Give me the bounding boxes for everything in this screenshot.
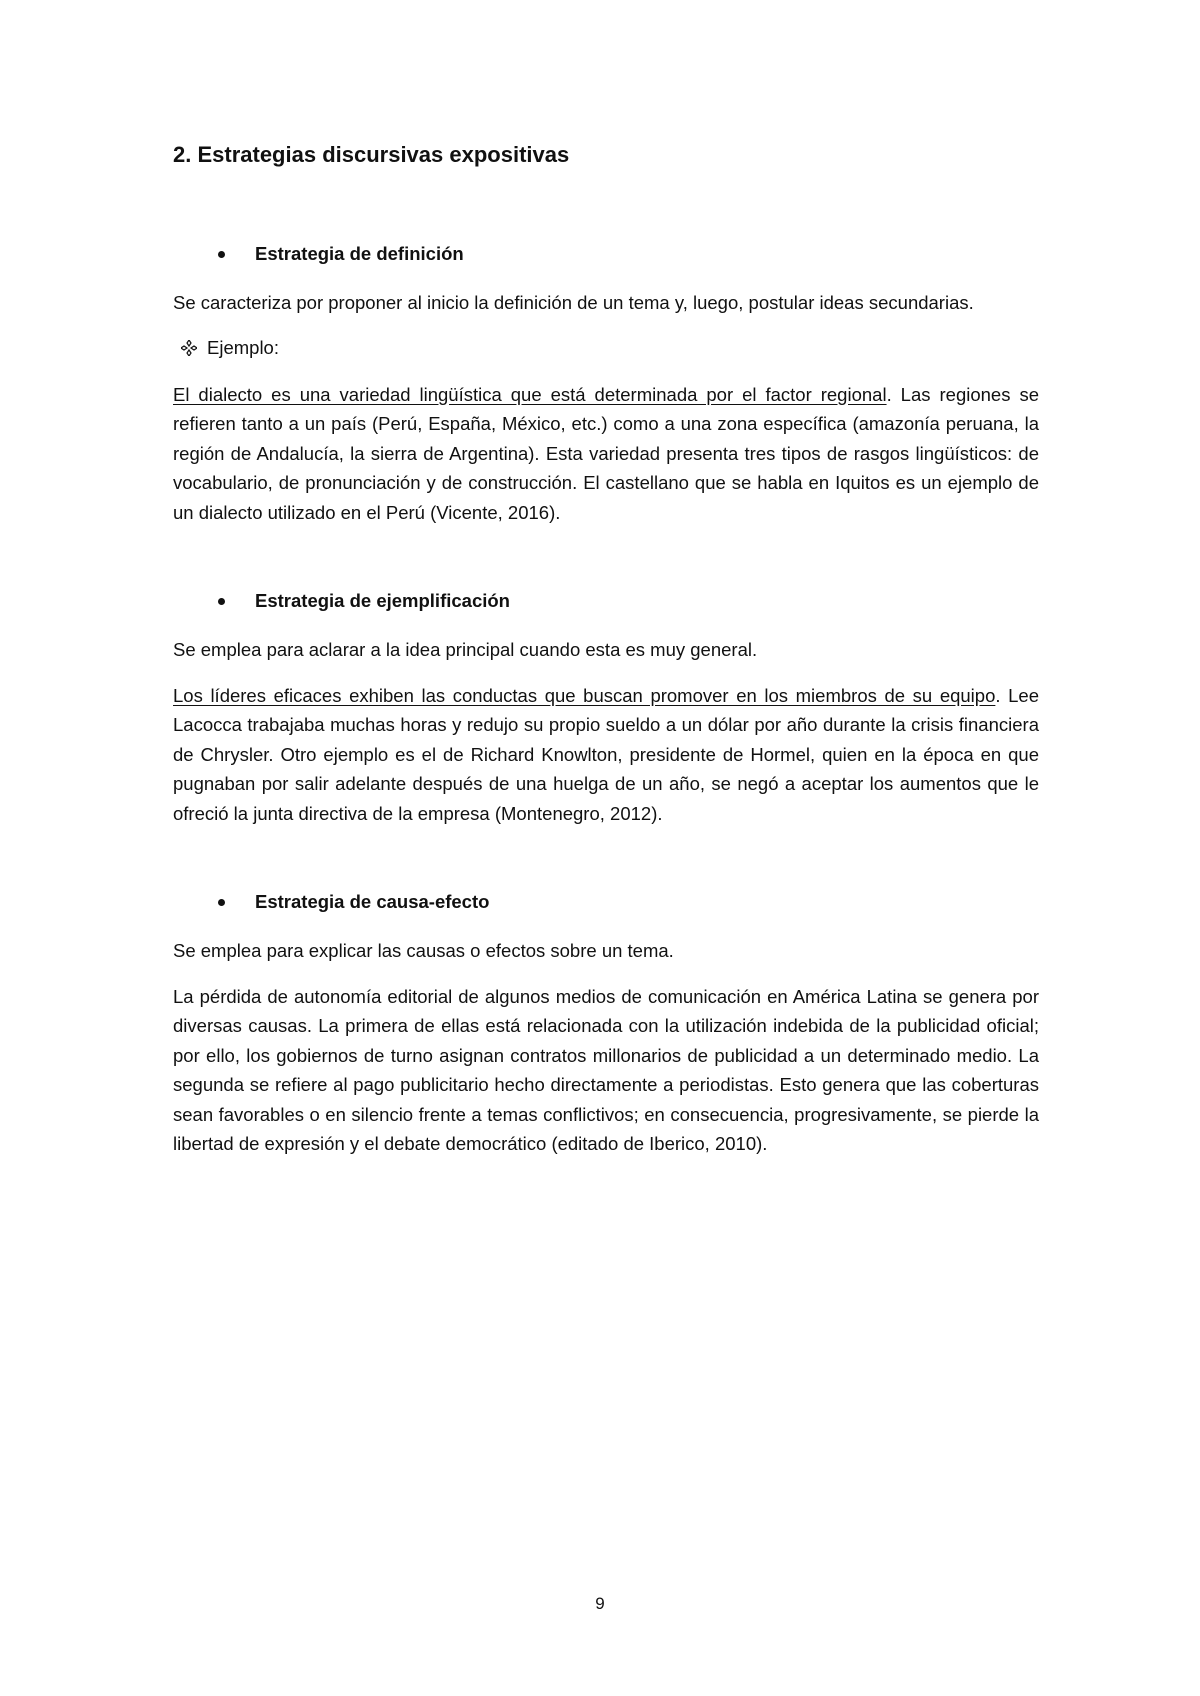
section-title: 2. Estrategias discursivas expositivas [173, 142, 570, 167]
heading-causa-efecto-label: Estrategia de causa-efecto [255, 891, 490, 912]
ejemplificacion-example [173, 681, 1039, 829]
ejemplificacion-example-body: . Lee Lacocca trabajaba muchas horas y redujo su propio sueldo a un dólar por año durante la crisis financiera de Chrysler. Otro ejemplo es el de Richard Knowlton, presidente de Hormel, quien en la época en que pugnaban por salir adelante después de una huelga de un año, se negó a aceptar los aumentos que le ofreció la junta directiva de la empresa (Montenegro, 2012). [173, 684, 1039, 824]
ejemplificacion-description: Se emplea para aclarar a la idea principal cuando esta es muy general. [173, 639, 758, 660]
definicion-example [173, 380, 1039, 528]
four-diamond-bullet-icon [181, 340, 197, 356]
heading-ejemplificacion-label: Estrategia de ejemplificación [255, 590, 510, 611]
heading-definicion [173, 240, 1039, 268]
page-number: 9 [595, 1594, 605, 1613]
heading-causa-efecto [173, 888, 1039, 916]
page-content [173, 140, 1039, 1159]
definicion-example-thesis: El dialecto es una variedad lingüística que está determinada por el factor regional [173, 383, 887, 405]
bullet-icon [218, 598, 225, 605]
bullet-icon [218, 899, 225, 906]
definicion-example-body: . Las regiones se refieren tanto a un país (Perú, España, México, etc.) como a una zona específica (amazonía peruana, la región de Andalucía, la sierra de Argentina). Esta variedad presenta tres tipos de rasgos lingüísticos: de vocabulario, de pronunciación y de construcción. El castellano que se habla en Iquitos es un ejemplo de un dialecto utilizado en el Perú (Vicente, 2016). [173, 383, 1039, 523]
example-label: Ejemplo: [207, 336, 279, 358]
heading-definicion-label: Estrategia de definición [255, 243, 464, 264]
example-label-row [173, 334, 1039, 362]
causa-efecto-description: Se emplea para explicar las causas o efectos sobre un tema. [173, 940, 674, 961]
causa-efecto-example: La pérdida de autonomía editorial de algunos medios de comunicación en América Latina se genera por diversas causas. La primera de ellas está relacionada con la utilización indebida de la publicidad oficial; por ello, los gobiernos de turno asignan contratos millonarios de publicidad a un determinado medio. La segunda se refiere al pago publicitario hecho directamente a periodistas. Esto genera que las coberturas sean favorables o en silencio frente a temas conflictivos; en consecuencia, progresivamente, se pierde la libertad de expresión y el debate democrático (editado de Iberico, 2010). [173, 985, 1039, 1154]
ejemplificacion-example-thesis: Los líderes eficaces exhiben las conductas que buscan promover en los miembros de su equipo [173, 684, 996, 706]
heading-ejemplificacion [173, 587, 1039, 615]
bullet-icon [218, 251, 225, 258]
definicion-description: Se caracteriza por proponer al inicio la definición de un tema y, luego, postular ideas secundarias. [173, 292, 974, 313]
